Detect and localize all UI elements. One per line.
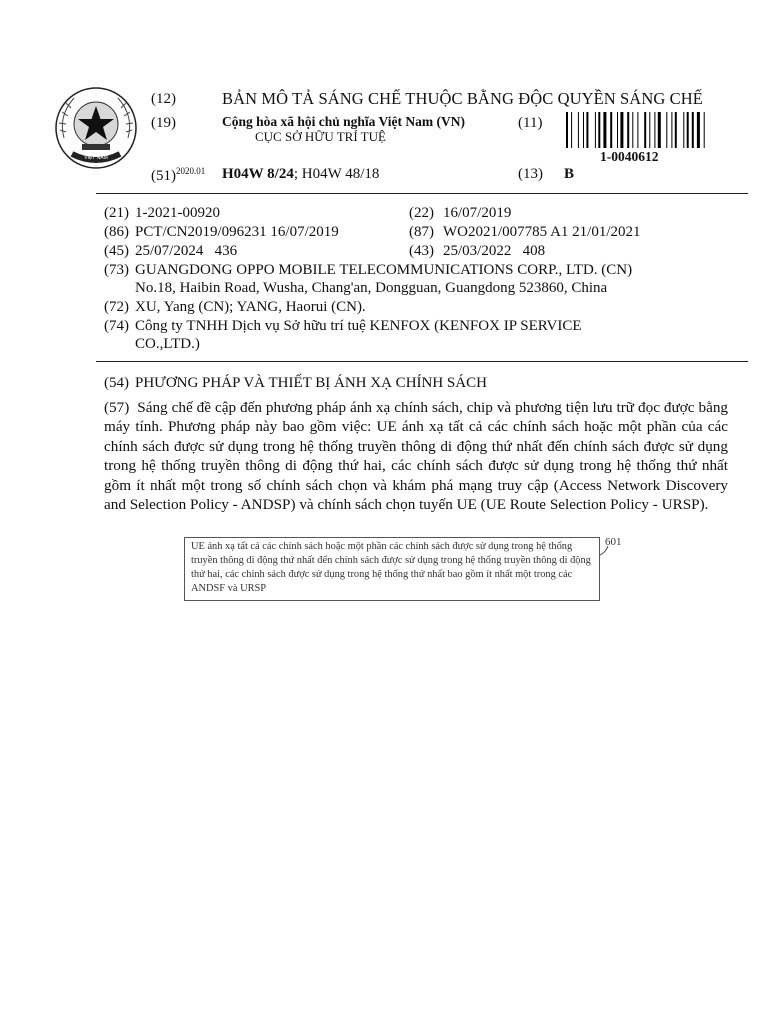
abstract (104, 398, 728, 514)
invention-title: PHƯƠNG PHÁP VÀ THIẾT BỊ ÁNH XẠ CHÍNH SÁCH (135, 375, 487, 391)
ipc-primary: H04W 8/24 (222, 166, 294, 182)
inid-code-51 (151, 166, 205, 185)
agent-name: Công ty TNHH Dịch vụ Sở hữu trí tuệ KENFOX (KENFOX IP SERVICE (135, 318, 582, 334)
inid-code-72: (72) (104, 299, 129, 315)
inid-code-13: (13) (518, 166, 543, 182)
inid-code-87: (87) (409, 224, 434, 240)
figure-text: UE ánh xạ tất cả các chính sách hoặc một phần các chính sách được sử dụng trong hệ thống truyền thông di động thứ nhất đến chính sách được sử dụng trong hệ thống truyền thông di động thứ hai, các chính sách được sử dụng trong hệ thống thứ nhất bao gồm ít nhất một trong các ANDSF và URSP (191, 541, 591, 594)
agent-name-cont: CO.,LTD.) (135, 336, 200, 352)
kind-code: B (564, 166, 575, 182)
inid-code-21: (21) (104, 205, 129, 221)
inid-code-54: (54) (104, 375, 129, 391)
inid-code-43: (43) (409, 243, 434, 259)
ipc-secondary: ; H04W 48/18 (293, 166, 380, 182)
barcode-icon (566, 112, 744, 148)
ipc-version: 2020.01 (176, 166, 206, 176)
abstract-text: Sáng chế đề cập đến phương pháp ánh xạ chính sách, chip và phương tiện lưu trữ đọc được bằng máy tính. Phương pháp này bao gồm việc: UE ánh xạ tất cả các chính sách hoặc một phần của các chính sách được sử dụng trong hệ thống truyền thông di động thứ nhất đến chính sách được sử dụng trong hệ thống truyền thông di động thứ hai, các chính sách được sử dụng trong hệ thống thứ nhất gồm ít nhất một trong số chính sách chọn và khám phá mạng truy cập (Access Network Discovery and Selection Policy - ANDSP) và chính sách chọn tuyến UE (UE Route Selection Policy - URSP). (104, 399, 729, 514)
inid-code-86: (86) (104, 224, 129, 240)
inid-code-19: (19) (151, 115, 176, 131)
biblio-divider (96, 361, 748, 362)
document-title: BẢN MÔ TẢ SÁNG CHẾ THUỘC BẰNG ĐỘC QUYỀN SÁNG CHẾ (222, 89, 703, 108)
publication-date: 25/03/2022 408 (443, 243, 546, 259)
figure-box (184, 537, 600, 601)
inid-code-57: (57) (104, 399, 130, 416)
international-publication: WO2021/007785 A1 21/01/2021 (443, 224, 641, 240)
inid-code-22: (22) (409, 205, 434, 221)
ipc-classification (222, 166, 379, 183)
country-name: Cộng hòa xã hội chủ nghĩa Việt Nam (VN) (222, 114, 466, 129)
office-name: CỤC SỞ HỮU TRÍ TUỆ (255, 129, 386, 144)
grant-date: 25/07/2024 436 (135, 243, 238, 259)
filing-date: 16/07/2019 (443, 205, 512, 221)
header-divider (96, 193, 748, 194)
patent-number: 1-0040612 (600, 149, 659, 164)
inid-code-45: (45) (104, 243, 129, 259)
emblem-banner-text: VIỆT NAM (84, 155, 108, 161)
inid-code-74: (74) (104, 318, 129, 334)
application-number: 1-2021-00920 (135, 205, 220, 221)
inid-code-73: (73) (104, 262, 129, 278)
inid-code-11: (11) (518, 115, 543, 131)
owner-address: No.18, Haibin Road, Wusha, Chang'an, Dongguan, Guangdong 523860, China (135, 280, 608, 296)
figure-reference-number: 601 (605, 536, 622, 548)
pct-application: PCT/CN2019/096231 16/07/2019 (135, 224, 339, 240)
inid-code-12: (12) (151, 91, 176, 107)
inid-code-51-label: (51) (151, 168, 176, 184)
national-emblem-icon (54, 86, 138, 172)
inventors: XU, Yang (CN); YANG, Haorui (CN). (135, 299, 366, 315)
owner-name: GUANGDONG OPPO MOBILE TELECOMMUNICATIONS CORP., LTD. (CN) (135, 262, 633, 278)
